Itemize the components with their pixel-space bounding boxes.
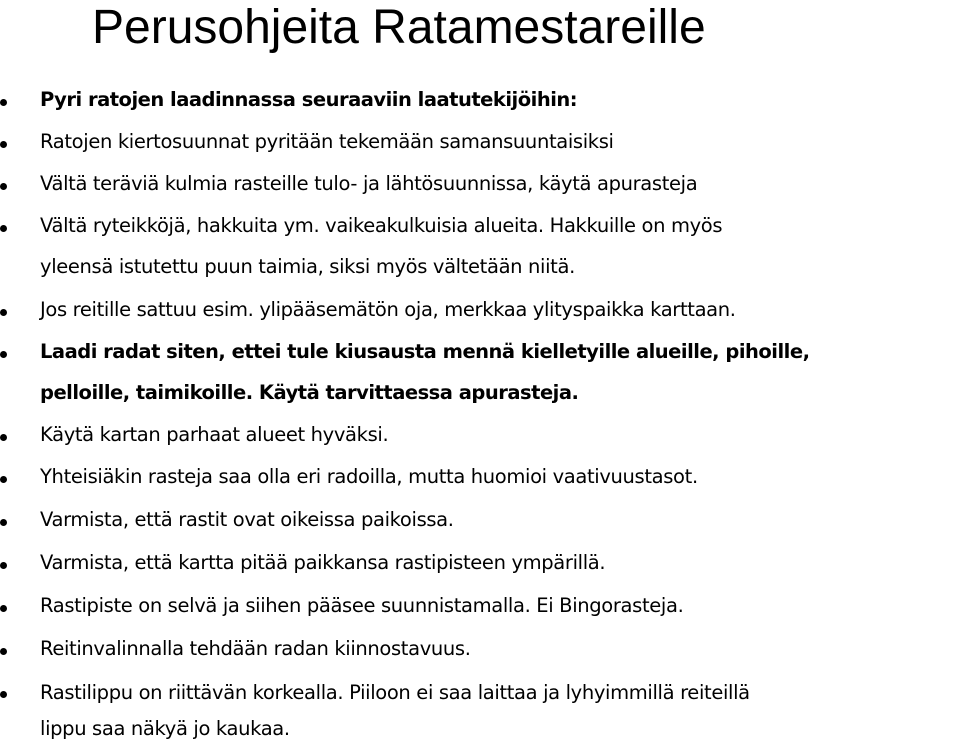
- list-item-text: Vältä ryteikköjä, hakkuita ym. vaikeakulkuisia alueita. Hakkuille on myös yleensä istutettu puun taimia, siksi myös vältetään niitä.: [40, 214, 723, 278]
- list-item-text: Pyri ratojen laadinnassa seuraaviin laatutekijöihin:: [40, 88, 578, 111]
- list-item-text: Rastipiste on selvä ja siihen pääsee suunnistamalla. Ei Bingorasteja.: [40, 594, 684, 617]
- bullet-icon: [0, 476, 7, 483]
- list-item-text: Käytä kartan parhaat alueet hyväksi.: [40, 423, 389, 446]
- list-item-text: Jos reitille sattuu esim. ylipääsemätön oja, merkkaa ylityspaikka karttaan.: [40, 298, 736, 321]
- list-item-text: Vältä teräviä kulmia rasteille tulo- ja lähtösuunnissa, käytä apurasteja: [40, 172, 698, 195]
- bullet-icon: [0, 351, 7, 358]
- bullet-icon: [0, 183, 7, 190]
- bullet-icon: [0, 648, 7, 655]
- bullet-icon: [0, 519, 7, 526]
- bullet-icon: [0, 605, 7, 612]
- list-item-text: Varmista, että rastit ovat oikeissa paikoissa.: [40, 508, 454, 531]
- bullet-icon: [0, 562, 7, 569]
- bullet-icon: [0, 309, 7, 316]
- list-item-text: Laadi radat siten, ettei tule kiusausta mennä kielletyille alueille, pihoille, pelloille, taimikoille. Käytä tarvittaessa apurasteja.: [40, 340, 810, 404]
- list-item-text: Rastilippu on riittävän korkealla. Piiloon ei saa laittaa ja lyhyimmillä reiteillä lippu saa näkyä jo kaukaa.: [40, 681, 750, 740]
- bullet-icon: [0, 99, 7, 106]
- list-item-text: Ratojen kiertosuunnat pyritään tekemään samansuuntaisiksi: [40, 130, 614, 153]
- bullet-icon: [0, 691, 7, 698]
- list-item-text: Varmista, että kartta pitää paikkansa rastipisteen ympärillä.: [40, 551, 606, 574]
- list-item-text: Reitinvalinnalla tehdään radan kiinnostavuus.: [40, 637, 471, 660]
- bullet-icon: [0, 434, 7, 441]
- bullet-icon: [0, 141, 7, 148]
- bullet-icon: [0, 225, 7, 232]
- slide-title: Perusohjeita Ratamestareille: [92, 1, 706, 54]
- list-item-text: Yhteisiäkin rasteja saa olla eri radoilla, mutta huomioi vaativuustasot.: [40, 465, 698, 488]
